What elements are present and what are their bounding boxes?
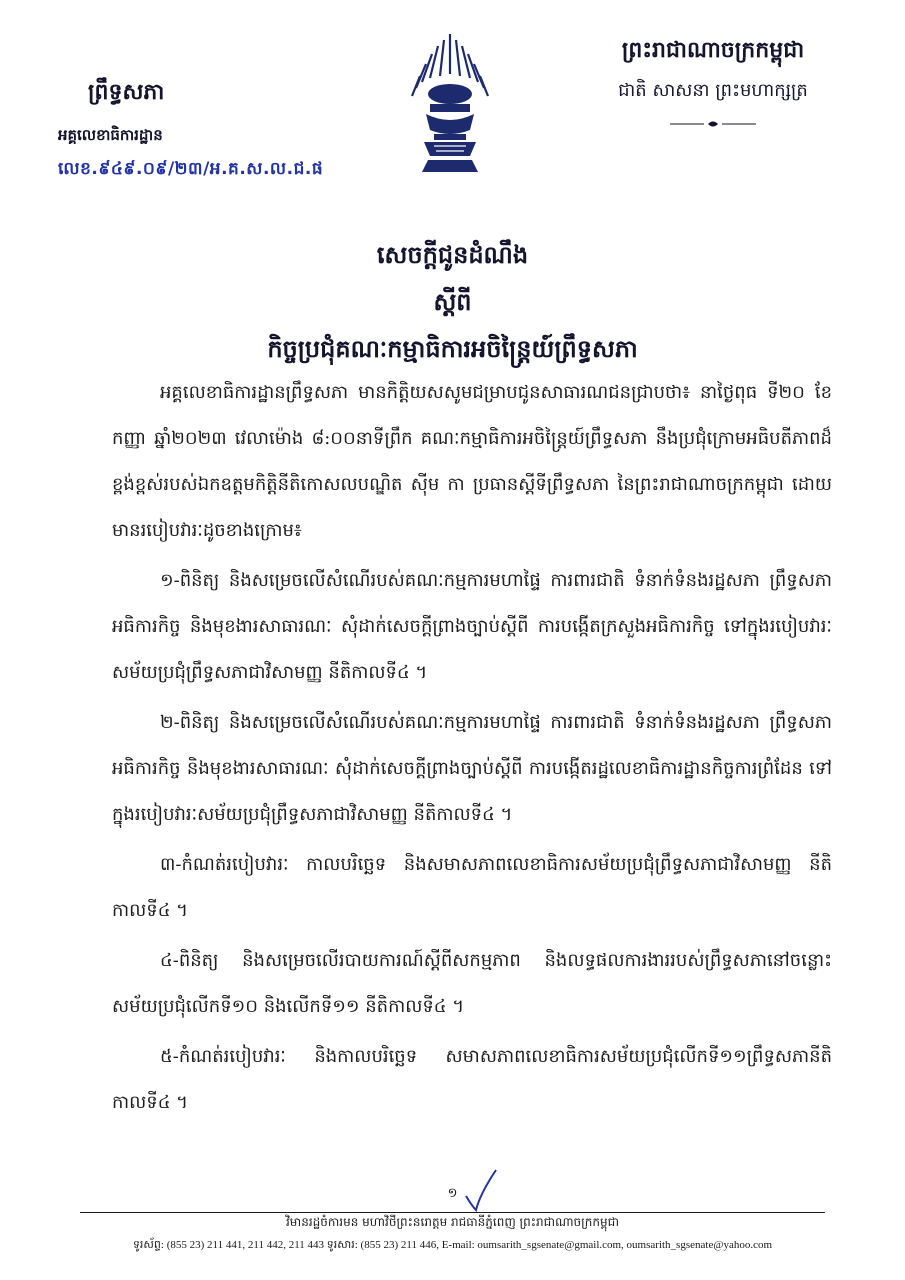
agenda-item: ២-ពិនិត្យ និងសម្រេចលើសំណើរបស់គណៈកម្មការមហាផ្ទៃ ការពារជាតិ ទំនាក់ទំនងរដ្ឋសភា ព្រឹទ្ធសភា អធិការកិច្ច និងមុខងារសាធារណៈ សុំដាក់សេចក្ដីព្រាងច្បាប់ស្ដីពី ការបង្កើតរដ្ឋលេខាធិការដ្ឋានកិច្ចការព្រំដែន ទៅក្នុងរបៀបវារៈសម័យប្រជុំព្រឹទ្ធសភាជាវិសាមញ្ញ នីតិកាលទី៤ ។: [112, 712, 832, 825]
footer-address: វិមានរដ្ឋចំការមន មហាវិថីព្រះនរោត្តម រាជធានីភ្នំពេញ ព្រះរាជាណាចក្រកម្ពុជា: [285, 1215, 619, 1229]
ornament-divider-icon: [668, 119, 758, 129]
agenda-item: ៤-ពិនិត្យ និងសម្រេចលើរបាយការណ៍ស្ដីពីសកម្មភាព និងលទ្ធផលការងាររបស់ព្រឹទ្ធសភានៅចន្លោះសម័យប្រជុំលើកទី១០ និងលើកទី១១ នីតិកាលទី៤ ។: [112, 950, 832, 1017]
page-number-wrap: [0, 1182, 905, 1204]
department-name: អគ្គលេខាធិការដ្ឋាន: [58, 126, 163, 144]
senate-emblem-icon: [400, 30, 500, 180]
sender-block: [58, 78, 348, 183]
notice-title: សេចក្ដីជូនដំណឹង: [376, 240, 529, 269]
initial-signature-icon: [462, 1166, 502, 1212]
notice-title-block: [0, 240, 905, 369]
notice-body: [112, 370, 832, 1126]
agenda-item: ១-ពិនិត្យ និងសម្រេចលើសំណើរបស់គណៈកម្មការមហាផ្ទៃ ការពារជាតិ ទំនាក់ទំនងរដ្ឋសភា ព្រឹទ្ធសភា អធិការកិច្ច និងមុខងារសាធារណៈ សុំដាក់សេចក្ដីព្រាងច្បាប់ស្ដីពី ការបង្កើតក្រសួងអធិការកិច្ច ទៅក្នុងរបៀបវារៈសម័យប្រជុំព្រឹទ្ធសភាជាវិសាមញ្ញ នីតិកាលទី៤ ។: [112, 570, 832, 683]
page-number: ១: [447, 1186, 458, 1201]
intro-paragraph: អគ្គលេខាធិការដ្ឋានព្រឹទ្ធសភា មានកិត្តិយសសូមជម្រាបជូនសាធារណជនជ្រាបថា៖ នាថ្ងៃពុធ ទី២០ ខែកញ្ញា ឆ្នាំ២០២៣ វេលាម៉ោង ៨:០០នាទីព្រឹក គណៈកម្មាធិការអចិន្ត្រៃយ៍ព្រឹទ្ធសភា នឹងប្រជុំក្រោមអធិបតីភាពដ៏ខ្ពង់ខ្ពស់របស់ឯកឧត្តមកិត្តិនីតិកោសលបណ្ឌិត សុីម កា ប្រធានស្ដីទីព្រឹទ្ធសភា នៃព្រះរាជាណាចក្រកម្ពុជា ដោយមានរបៀបវារៈដូចខាងក្រោម៖: [112, 382, 832, 541]
notice-title-about: ស្ដីពី: [433, 287, 472, 316]
organization-name: ព្រឹទ្ធសភា: [88, 79, 165, 105]
footer-contact: ទូរស័ព្ទ: (855 23) 211 441, 211 442, 211 443 ទូរសារ: (855 23) 211 446, E-mail: oumsarith_sgsenate@gmail.com, oumsarith_sgsenate@yahoo.com: [132, 1239, 773, 1251]
national-motto: ជាតិ សាសនា ព្រះមហាក្សត្រ: [618, 80, 808, 101]
notice-subject: កិច្ចប្រជុំគណៈកម្មាធិការអចិន្ត្រៃយ៍ព្រឹទ្ធសភា: [267, 334, 638, 363]
agenda-item: ៥-កំណត់របៀបវារៈ និងកាលបរិច្ឆេទ សមាសភាពលេខាធិការសម័យប្រជុំលើកទី១១ព្រឹទ្ធសភានីតិកាលទី៤ ។: [112, 1046, 832, 1113]
document-number: លេខ.៩៤៩.០៩/២៣/អ.គ.ស.ល.ជ.ផ: [58, 159, 324, 179]
kingdom-name: ព្រះរាជាណាចក្រកម្ពុជា: [621, 37, 805, 63]
agenda-item: ៣-កំណត់របៀបវារៈ កាលបរិច្ឆេទ និងសមាសភាពលេខាធិការសម័យប្រជុំព្រឹទ្ធសភាជាវិសាមញ្ញ នីតិកាលទី៤ ។: [112, 854, 832, 921]
kingdom-block: [583, 36, 843, 133]
footer-divider: [80, 1212, 825, 1213]
